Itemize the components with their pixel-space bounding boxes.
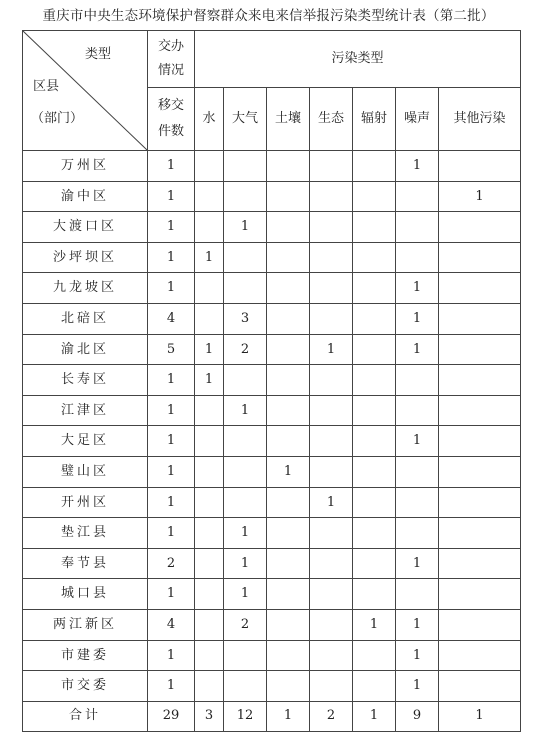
- pollution-count-cell: [267, 365, 310, 396]
- district-name: 垫江县: [23, 518, 148, 549]
- case-count: 1: [148, 518, 195, 549]
- table-row: [23, 365, 521, 396]
- pollution-count-cell: [353, 487, 396, 518]
- pollution-count-cell: [439, 487, 521, 518]
- pollution-count-cell: [310, 212, 353, 243]
- pollution-count-cell: [310, 609, 353, 640]
- pollution-count-cell: [267, 548, 310, 579]
- pollution-count-cell: [353, 426, 396, 457]
- pollution-count-cell: 1: [224, 579, 267, 610]
- pollution-count-cell: [310, 365, 353, 396]
- pollution-count-cell: [224, 487, 267, 518]
- pollution-count-cell: [439, 426, 521, 457]
- table-row: [23, 456, 521, 487]
- pollution-count-cell: [353, 303, 396, 334]
- pollution-count-cell: [267, 487, 310, 518]
- case-count-header: [148, 88, 195, 151]
- type-label: 类型: [85, 47, 112, 62]
- table-row: [23, 518, 521, 549]
- pollution-count-cell: 1: [396, 609, 439, 640]
- pollution-count-cell: [267, 151, 310, 182]
- pollution-count-cell: [310, 242, 353, 273]
- district-name: 大渡口区: [23, 212, 148, 243]
- pollution-count-cell: [353, 671, 396, 702]
- district-name: 江津区: [23, 395, 148, 426]
- pollution-count-cell: [353, 151, 396, 182]
- pollution-count-cell: 1: [396, 426, 439, 457]
- total-count: 29: [148, 701, 195, 731]
- pollution-count-cell: [439, 273, 521, 304]
- pollution-count-cell: [396, 487, 439, 518]
- table-row: [23, 151, 521, 182]
- pollution-count-cell: [195, 487, 224, 518]
- table-row: [23, 487, 521, 518]
- pollution-count-cell: [267, 579, 310, 610]
- pollution-count-cell: [224, 456, 267, 487]
- total-cell: 12: [224, 701, 267, 731]
- pollution-count-cell: 1: [396, 334, 439, 365]
- case-count: 1: [148, 212, 195, 243]
- handover-line-2: 情况: [157, 63, 184, 78]
- pollution-count-cell: [310, 273, 353, 304]
- pollution-count-cell: [353, 640, 396, 671]
- pollution-count-cell: 1: [396, 273, 439, 304]
- district-name: 璧山区: [23, 456, 148, 487]
- case-count: 1: [148, 365, 195, 396]
- pollution-count-cell: 1: [439, 181, 521, 212]
- pollution-count-cell: [267, 518, 310, 549]
- pollution-count-cell: [353, 518, 396, 549]
- pollution-count-cell: [267, 334, 310, 365]
- pollution-count-cell: [396, 456, 439, 487]
- district-name: 奉节县: [23, 548, 148, 579]
- pollution-count-cell: 2: [224, 609, 267, 640]
- case-count: 5: [148, 334, 195, 365]
- handover-status-header: [148, 31, 195, 88]
- pollution-count-cell: [353, 548, 396, 579]
- count-line-1: 移交: [157, 98, 184, 113]
- pollution-count-cell: [267, 181, 310, 212]
- total-cell: 9: [396, 701, 439, 731]
- pollution-count-cell: [267, 242, 310, 273]
- pollution-count-cell: [439, 151, 521, 182]
- pollution-count-cell: [267, 671, 310, 702]
- pollution-count-cell: [310, 671, 353, 702]
- pollution-count-cell: 1: [224, 395, 267, 426]
- pollution-count-cell: [267, 395, 310, 426]
- pollution-count-cell: [310, 640, 353, 671]
- diagonal-header-cell: [23, 31, 148, 151]
- case-count: 1: [148, 242, 195, 273]
- department-label: （部门）: [31, 111, 84, 126]
- pollution-count-cell: 2: [224, 334, 267, 365]
- pollution-count-cell: [396, 212, 439, 243]
- total-label: 合计: [23, 701, 148, 731]
- handover-line-1: 交办: [157, 39, 184, 54]
- total-cell: 2: [310, 701, 353, 731]
- table-row: [23, 609, 521, 640]
- table-row: [23, 426, 521, 457]
- pollution-count-cell: 1: [396, 640, 439, 671]
- pollution-count-cell: [195, 671, 224, 702]
- pollution-count-cell: [353, 365, 396, 396]
- pollution-count-cell: 1: [224, 212, 267, 243]
- table-row: [23, 671, 521, 702]
- pollution-count-cell: [310, 303, 353, 334]
- district-name: 市交委: [23, 671, 148, 702]
- total-row: [23, 701, 521, 731]
- pollution-count-cell: [310, 395, 353, 426]
- pollution-count-cell: [439, 579, 521, 610]
- pollution-count-cell: 1: [195, 242, 224, 273]
- pollution-count-cell: 1: [310, 487, 353, 518]
- pollution-count-cell: [267, 640, 310, 671]
- pollution-count-cell: [195, 548, 224, 579]
- pollution-count-cell: [224, 640, 267, 671]
- pollution-count-cell: [195, 579, 224, 610]
- pollution-count-cell: [267, 609, 310, 640]
- table-row: [23, 548, 521, 579]
- district-name: 市建委: [23, 640, 148, 671]
- district-name: 开州区: [23, 487, 148, 518]
- pollution-count-cell: [353, 242, 396, 273]
- column-header-other: 其他污染: [439, 88, 521, 151]
- pollution-count-cell: [195, 609, 224, 640]
- column-header-air: 大气: [224, 88, 267, 151]
- pollution-count-cell: [353, 181, 396, 212]
- pollution-count-cell: [310, 426, 353, 457]
- pollution-count-cell: [353, 212, 396, 243]
- pollution-count-cell: 1: [396, 548, 439, 579]
- pollution-count-cell: [224, 426, 267, 457]
- district-name: 渝北区: [23, 334, 148, 365]
- case-count: 1: [148, 395, 195, 426]
- pollution-count-cell: [224, 181, 267, 212]
- pollution-count-cell: 1: [353, 609, 396, 640]
- pollution-count-cell: [310, 518, 353, 549]
- case-count: 1: [148, 181, 195, 212]
- pollution-count-cell: 1: [310, 334, 353, 365]
- case-count: 1: [148, 671, 195, 702]
- pollution-count-cell: [224, 273, 267, 304]
- pollution-count-cell: 1: [224, 548, 267, 579]
- table-row: [23, 395, 521, 426]
- pollution-count-cell: 1: [267, 456, 310, 487]
- pollution-count-cell: [353, 334, 396, 365]
- pollution-count-cell: [224, 365, 267, 396]
- pollution-count-cell: [439, 548, 521, 579]
- total-cell: 3: [195, 701, 224, 731]
- pollution-count-cell: 1: [396, 303, 439, 334]
- pollution-count-cell: [310, 151, 353, 182]
- column-header-water: 水: [195, 88, 224, 151]
- table-row: [23, 273, 521, 304]
- pollution-count-cell: [439, 365, 521, 396]
- total-cell: 1: [439, 701, 521, 731]
- pollution-count-cell: [195, 212, 224, 243]
- district-name: 大足区: [23, 426, 148, 457]
- pollution-count-cell: [267, 212, 310, 243]
- pollution-count-cell: [439, 212, 521, 243]
- pollution-count-cell: [396, 518, 439, 549]
- pollution-count-cell: [353, 579, 396, 610]
- case-count: 1: [148, 579, 195, 610]
- pollution-count-cell: [224, 151, 267, 182]
- pollution-count-cell: [310, 548, 353, 579]
- column-header-noise: 噪声: [396, 88, 439, 151]
- pollution-count-cell: [267, 273, 310, 304]
- pollution-count-cell: [439, 456, 521, 487]
- district-name: 渝中区: [23, 181, 148, 212]
- case-count: 1: [148, 487, 195, 518]
- case-count: 1: [148, 151, 195, 182]
- table-title: 重庆市中央生态环境保护督察群众来电来信举报污染类型统计表（第二批）: [42, 8, 495, 24]
- column-header-ecology: 生态: [310, 88, 353, 151]
- pollution-count-cell: [195, 640, 224, 671]
- case-count: 1: [148, 273, 195, 304]
- pollution-count-cell: 1: [195, 334, 224, 365]
- pollution-count-cell: [195, 426, 224, 457]
- table-row: [23, 334, 521, 365]
- pollution-count-cell: [267, 303, 310, 334]
- pollution-count-cell: 1: [396, 151, 439, 182]
- pollution-count-cell: [396, 242, 439, 273]
- total-cell: 1: [267, 701, 310, 731]
- pollution-count-cell: 1: [396, 671, 439, 702]
- district-name: 北碚区: [23, 303, 148, 334]
- pollution-count-cell: [439, 303, 521, 334]
- column-header-soil: 土壤: [267, 88, 310, 151]
- table-row: [23, 640, 521, 671]
- case-count: 2: [148, 548, 195, 579]
- pollution-count-cell: [353, 456, 396, 487]
- pollution-count-cell: [310, 579, 353, 610]
- pollution-count-cell: [195, 273, 224, 304]
- pollution-count-cell: [396, 395, 439, 426]
- case-count: 4: [148, 609, 195, 640]
- pollution-count-cell: [439, 334, 521, 365]
- pollution-count-cell: [195, 181, 224, 212]
- pollution-count-cell: [439, 242, 521, 273]
- pollution-count-cell: [195, 395, 224, 426]
- area-label: 区县: [33, 79, 60, 94]
- column-header-radiation: 辐射: [353, 88, 396, 151]
- table-row: [23, 303, 521, 334]
- count-line-2: 件数: [157, 124, 184, 139]
- pollution-stats-table: [22, 30, 521, 732]
- pollution-count-cell: [439, 640, 521, 671]
- district-name: 沙坪坝区: [23, 242, 148, 273]
- pollution-count-cell: [224, 671, 267, 702]
- case-count: 1: [148, 640, 195, 671]
- pollution-count-cell: [353, 395, 396, 426]
- pollution-count-cell: [195, 151, 224, 182]
- pollution-count-cell: 1: [224, 518, 267, 549]
- pollution-count-cell: [195, 518, 224, 549]
- pollution-count-cell: [439, 671, 521, 702]
- table-row: [23, 579, 521, 610]
- district-name: 城口县: [23, 579, 148, 610]
- pollution-count-cell: [439, 609, 521, 640]
- table-row: [23, 181, 521, 212]
- table-row: [23, 242, 521, 273]
- total-cell: 1: [353, 701, 396, 731]
- pollution-count-cell: [353, 273, 396, 304]
- case-count: 1: [148, 456, 195, 487]
- pollution-count-cell: [195, 456, 224, 487]
- pollution-type-header: 污染类型: [195, 31, 521, 88]
- pollution-count-cell: [396, 181, 439, 212]
- pollution-count-cell: 3: [224, 303, 267, 334]
- pollution-count-cell: [439, 395, 521, 426]
- case-count: 4: [148, 303, 195, 334]
- pollution-count-cell: [396, 579, 439, 610]
- pollution-count-cell: 1: [195, 365, 224, 396]
- district-name: 两江新区: [23, 609, 148, 640]
- table-row: [23, 212, 521, 243]
- pollution-count-cell: [439, 518, 521, 549]
- pollution-count-cell: [267, 426, 310, 457]
- district-name: 九龙坡区: [23, 273, 148, 304]
- pollution-count-cell: [396, 365, 439, 396]
- pollution-count-cell: [195, 303, 224, 334]
- pollution-count-cell: [310, 456, 353, 487]
- case-count: 1: [148, 426, 195, 457]
- district-name: 万州区: [23, 151, 148, 182]
- district-name: 长寿区: [23, 365, 148, 396]
- pollution-count-cell: [310, 181, 353, 212]
- pollution-count-cell: [224, 242, 267, 273]
